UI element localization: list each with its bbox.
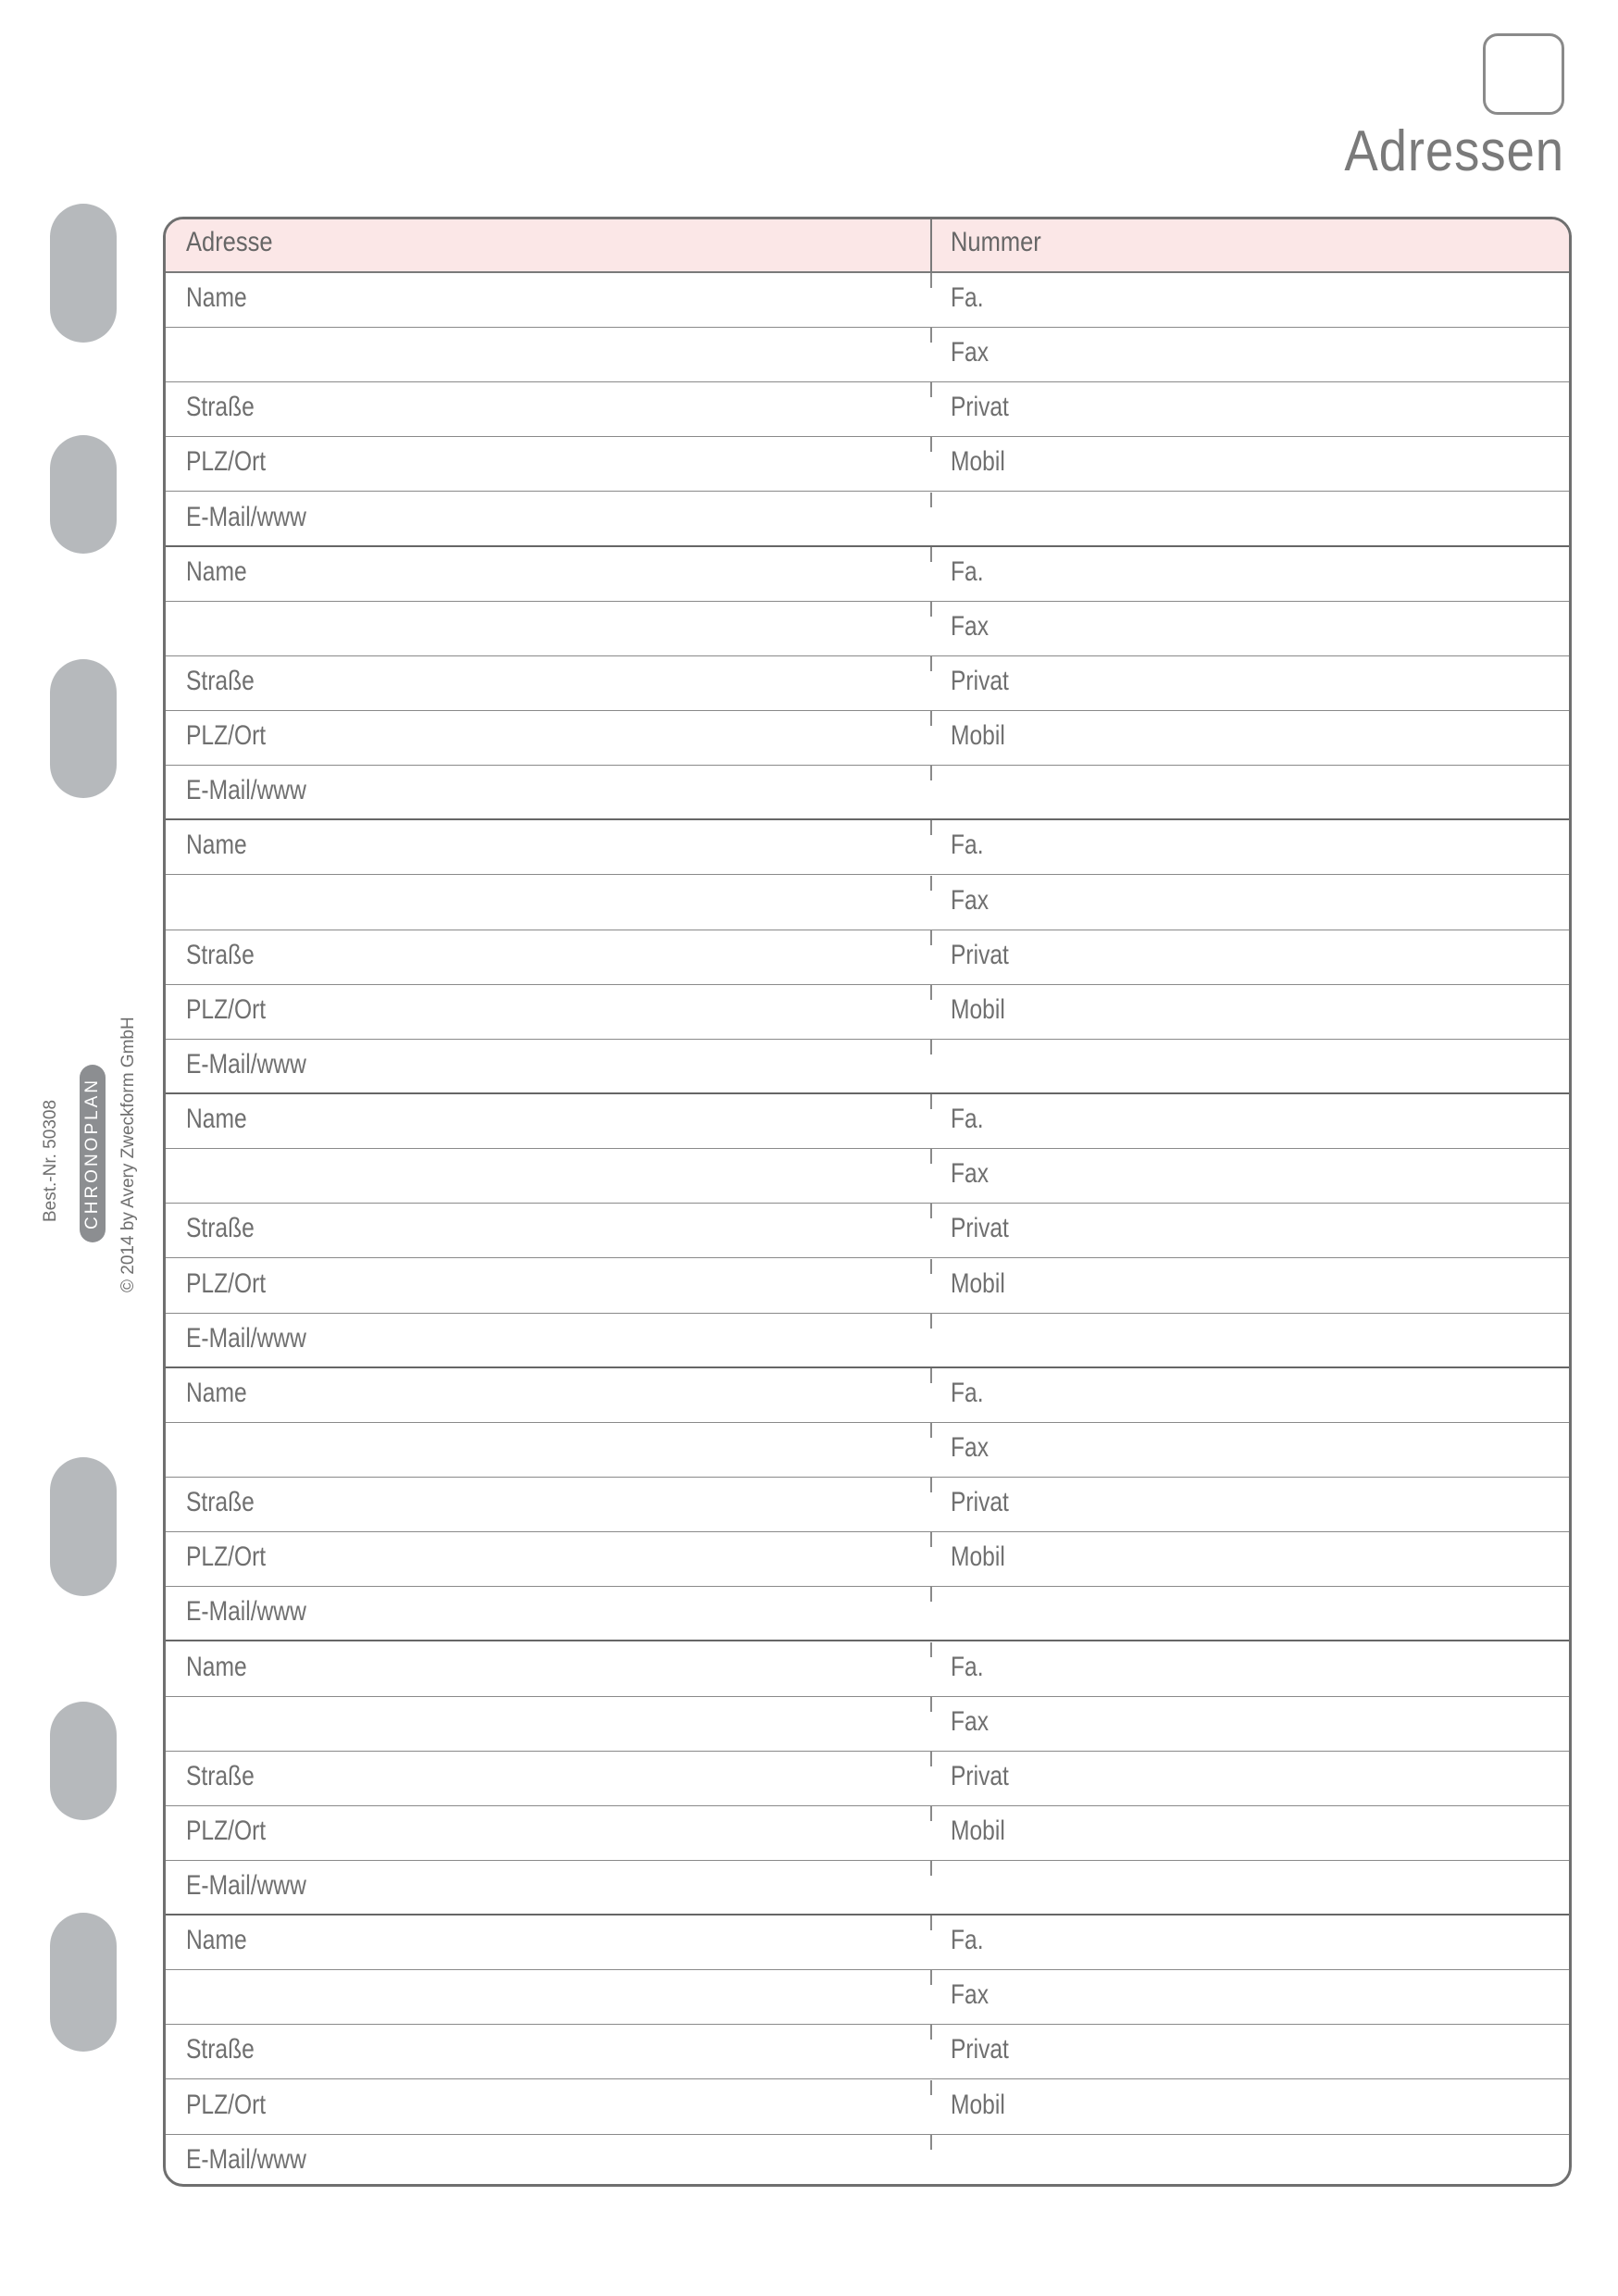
column-tick (930, 820, 932, 835)
number-label: Mobil (951, 446, 1005, 478)
column-tick (930, 2080, 932, 2095)
table-row[interactable] (166, 1040, 1569, 1094)
number-label: Fax (951, 1979, 989, 2011)
number-label: Fa. (951, 1651, 984, 1682)
checkbox[interactable] (1483, 33, 1564, 115)
column-tick (930, 1149, 932, 1164)
column-tick (930, 876, 932, 891)
copyright: © 2014 by Avery Zweckform GmbH (118, 1017, 138, 1292)
column-tick (930, 1806, 932, 1821)
table-row[interactable] (166, 656, 1569, 711)
column-tick (930, 1587, 932, 1602)
column-tick (930, 1970, 932, 1985)
table-row[interactable] (166, 1861, 1569, 1915)
column-tick (930, 1423, 932, 1438)
number-label: Privat (951, 1487, 1009, 1518)
field-label: PLZ/Ort (186, 2089, 267, 2120)
column-tick (930, 493, 932, 507)
column-tick (930, 437, 932, 452)
column-tick (930, 1752, 932, 1766)
table-row[interactable] (166, 1259, 1569, 1314)
field-label: PLZ/Ort (186, 1541, 267, 1573)
number-label: Fax (951, 884, 989, 916)
entry-name-row[interactable] (166, 1915, 1569, 1970)
column-tick (930, 766, 932, 780)
table-row[interactable] (166, 1806, 1569, 1861)
brand-badge: CHRONOPLAN (80, 1065, 106, 1242)
punch-hole (50, 204, 117, 343)
field-label: E-Mail/www (186, 501, 306, 532)
table-row[interactable] (166, 382, 1569, 437)
field-label: Straße (186, 392, 255, 423)
number-label: Mobil (951, 720, 1005, 752)
page-title: Adressen (1344, 119, 1564, 183)
column-tick (930, 2135, 932, 2150)
column-tick (930, 985, 932, 1000)
address-form (163, 217, 1572, 2187)
table-header (166, 219, 1569, 273)
table-row[interactable] (166, 328, 1569, 382)
number-label: Mobil (951, 1267, 1005, 1299)
table-row[interactable] (166, 602, 1569, 656)
table-row[interactable] (166, 1532, 1569, 1587)
table-row[interactable] (166, 1697, 1569, 1752)
column-tick (930, 273, 932, 288)
number-label: Privat (951, 665, 1009, 696)
column-tick (930, 1861, 932, 1876)
table-row[interactable] (166, 1149, 1569, 1204)
field-label: Name (186, 1651, 247, 1682)
field-label: E-Mail/www (186, 1048, 306, 1079)
column-tick (930, 1314, 932, 1329)
table-row[interactable] (166, 2025, 1569, 2079)
punch-hole (50, 659, 117, 798)
entry-name-row[interactable] (166, 1094, 1569, 1149)
number-label: Privat (951, 1760, 1009, 1791)
number-label: Fa. (951, 282, 984, 313)
number-label: Privat (951, 2034, 1009, 2065)
column-tick (930, 711, 932, 726)
number-label: Mobil (951, 2089, 1005, 2120)
field-label: PLZ/Ort (186, 993, 267, 1025)
punch-hole (50, 1913, 117, 2052)
entry-name-row[interactable] (166, 820, 1569, 875)
table-row[interactable] (166, 1970, 1569, 2025)
table-row[interactable] (166, 876, 1569, 930)
order-number: Best.-Nr. 50308 (41, 1099, 60, 1222)
table-row[interactable] (166, 1478, 1569, 1532)
field-label: E-Mail/www (186, 1322, 306, 1354)
column-tick (930, 1204, 932, 1218)
number-label: Fa. (951, 830, 984, 861)
side-info (41, 994, 150, 1300)
punch-hole (50, 1702, 117, 1820)
entry-name-row[interactable] (166, 1368, 1569, 1423)
number-label: Fa. (951, 1104, 984, 1135)
column-tick (930, 1697, 932, 1712)
field-label: Name (186, 555, 247, 587)
field-label: Name (186, 1377, 247, 1408)
field-label: PLZ/Ort (186, 720, 267, 752)
table-row[interactable] (166, 1314, 1569, 1368)
entry-name-row[interactable] (166, 1642, 1569, 1697)
column-tick (930, 547, 932, 562)
number-label: Fa. (951, 1925, 984, 1956)
column-tick (930, 1259, 932, 1274)
table-row[interactable] (166, 930, 1569, 985)
number-label: Fax (951, 1705, 989, 1737)
column-tick (930, 602, 932, 617)
column-tick (930, 656, 932, 671)
number-label: Mobil (951, 1815, 1005, 1846)
number-label: Privat (951, 939, 1009, 970)
column-tick (930, 930, 932, 945)
field-label: Name (186, 1925, 247, 1956)
header-divider (930, 219, 932, 273)
field-label: E-Mail/www (186, 1596, 306, 1628)
field-label: Straße (186, 939, 255, 970)
field-label: Name (186, 1104, 247, 1135)
column-tick (930, 1368, 932, 1383)
column-tick (930, 1040, 932, 1054)
field-label: Straße (186, 1487, 255, 1518)
number-label: Fax (951, 1158, 989, 1190)
header-number: Nummer (951, 227, 1041, 257)
table-row[interactable] (166, 2135, 1569, 2187)
field-label: E-Mail/www (186, 1870, 306, 1902)
column-tick (930, 2025, 932, 2040)
entry-name-row[interactable] (166, 273, 1569, 328)
number-label: Fa. (951, 1377, 984, 1408)
number-label: Privat (951, 392, 1009, 423)
field-label: Straße (186, 665, 255, 696)
column-tick (930, 1915, 932, 1930)
column-tick (930, 1094, 932, 1109)
table-row[interactable] (166, 1423, 1569, 1478)
field-label: PLZ/Ort (186, 1815, 267, 1846)
number-label: Privat (951, 1213, 1009, 1244)
field-label: Name (186, 282, 247, 313)
field-label: E-Mail/www (186, 2143, 306, 2175)
number-label: Fax (951, 610, 989, 642)
field-label: Straße (186, 2034, 255, 2065)
field-label: Straße (186, 1213, 255, 1244)
header-address: Adresse (186, 227, 273, 257)
column-tick (930, 1478, 932, 1492)
table-row[interactable] (166, 711, 1569, 766)
field-label: PLZ/Ort (186, 1267, 267, 1299)
field-label: E-Mail/www (186, 775, 306, 806)
table-row[interactable] (166, 493, 1569, 547)
column-tick (930, 1532, 932, 1547)
field-label: PLZ/Ort (186, 446, 267, 478)
table-row[interactable] (166, 985, 1569, 1040)
number-label: Mobil (951, 993, 1005, 1025)
punch-hole (50, 435, 117, 554)
column-tick (930, 1642, 932, 1657)
column-tick (930, 328, 932, 343)
field-label: Straße (186, 1760, 255, 1791)
entry-name-row[interactable] (166, 547, 1569, 602)
table-row[interactable] (166, 1587, 1569, 1641)
number-label: Fax (951, 337, 989, 368)
table-row[interactable] (166, 1752, 1569, 1806)
table-row[interactable] (166, 1204, 1569, 1258)
table-row[interactable] (166, 437, 1569, 492)
field-label: Name (186, 830, 247, 861)
number-label: Fax (951, 1431, 989, 1463)
column-tick (930, 382, 932, 397)
punch-hole (50, 1457, 117, 1596)
number-label: Fa. (951, 555, 984, 587)
table-row[interactable] (166, 2080, 1569, 2135)
number-label: Mobil (951, 1541, 1005, 1573)
table-row[interactable] (166, 766, 1569, 820)
